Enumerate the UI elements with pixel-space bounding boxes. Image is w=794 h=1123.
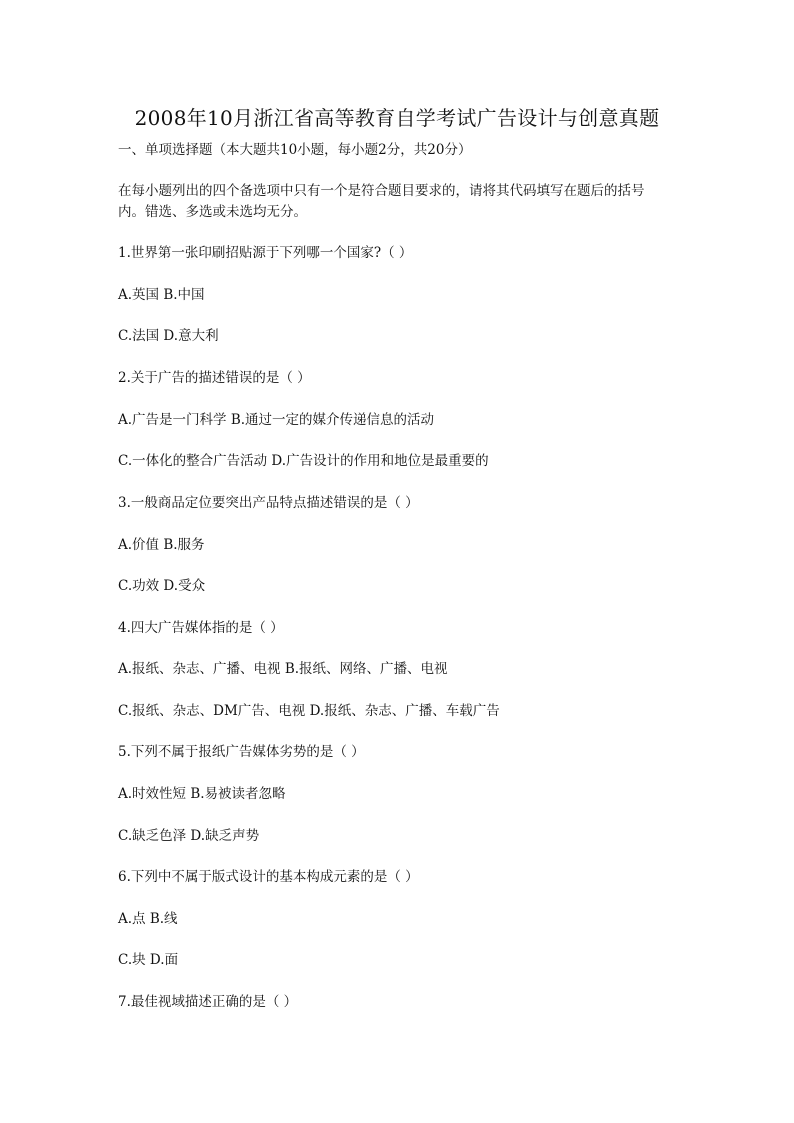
question-2-stem: 2.关于广告的描述错误的是（ ） [118, 370, 311, 386]
section-heading: 一、单项选择题（本大题共10小题，每小题2分，共20分） [118, 142, 472, 158]
question-5-options-cd: C.缺乏色泽 D.缺乏声势 [118, 828, 260, 844]
question-1-options-cd: C.法国 D.意大利 [118, 328, 219, 344]
question-7-stem: 7.最佳视域描述正确的是（ ） [118, 994, 298, 1010]
question-1-options-ab: A.英国 B.中国 [118, 287, 205, 303]
instructions-line-2: 内。错选、多选或未选均无分。 [118, 204, 307, 220]
question-5-stem: 5.下列不属于报纸广告媒体劣势的是（ ） [118, 744, 365, 760]
instructions-line-1: 在每小题列出的四个备选项中只有一个是符合题目要求的，请将其代码填写在题后的括号 [118, 183, 645, 199]
question-2-options-ab: A.广告是一门科学 B.通过一定的媒介传递信息的活动 [118, 412, 435, 428]
question-3-options-cd: C.功效 D.受众 [118, 578, 206, 594]
question-4-options-ab: A.报纸、杂志、广播、电视 B.报纸、网络、广播、电视 [118, 661, 448, 677]
question-5-options-ab: A.时效性短 B.易被读者忽略 [118, 786, 286, 802]
question-3-options-ab: A.价值 B.服务 [118, 537, 205, 553]
question-2-options-cd: C.一体化的整合广告活动 D.广告设计的作用和地位是最重要的 [118, 453, 489, 469]
question-6-options-cd: C.块 D.面 [118, 952, 179, 968]
question-4-options-cd: C.报纸、杂志、DM广告、电视 D.报纸、杂志、广播、车载广告 [118, 703, 500, 719]
question-1-stem: 1.世界第一张印刷招贴源于下列哪一个国家?（ ） [118, 245, 413, 261]
question-4-stem: 4.四大广告媒体指的是（ ） [118, 620, 284, 636]
question-6-stem: 6.下列中不属于版式设计的基本构成元素的是（ ） [118, 869, 419, 885]
question-6-options-ab: A.点 B.线 [118, 911, 178, 927]
document-title: 2008年10月浙江省高等教育自学考试广告设计与创意真题 [134, 106, 660, 130]
question-3-stem: 3.一般商品定位要突出产品特点描述错误的是（ ） [118, 495, 419, 511]
